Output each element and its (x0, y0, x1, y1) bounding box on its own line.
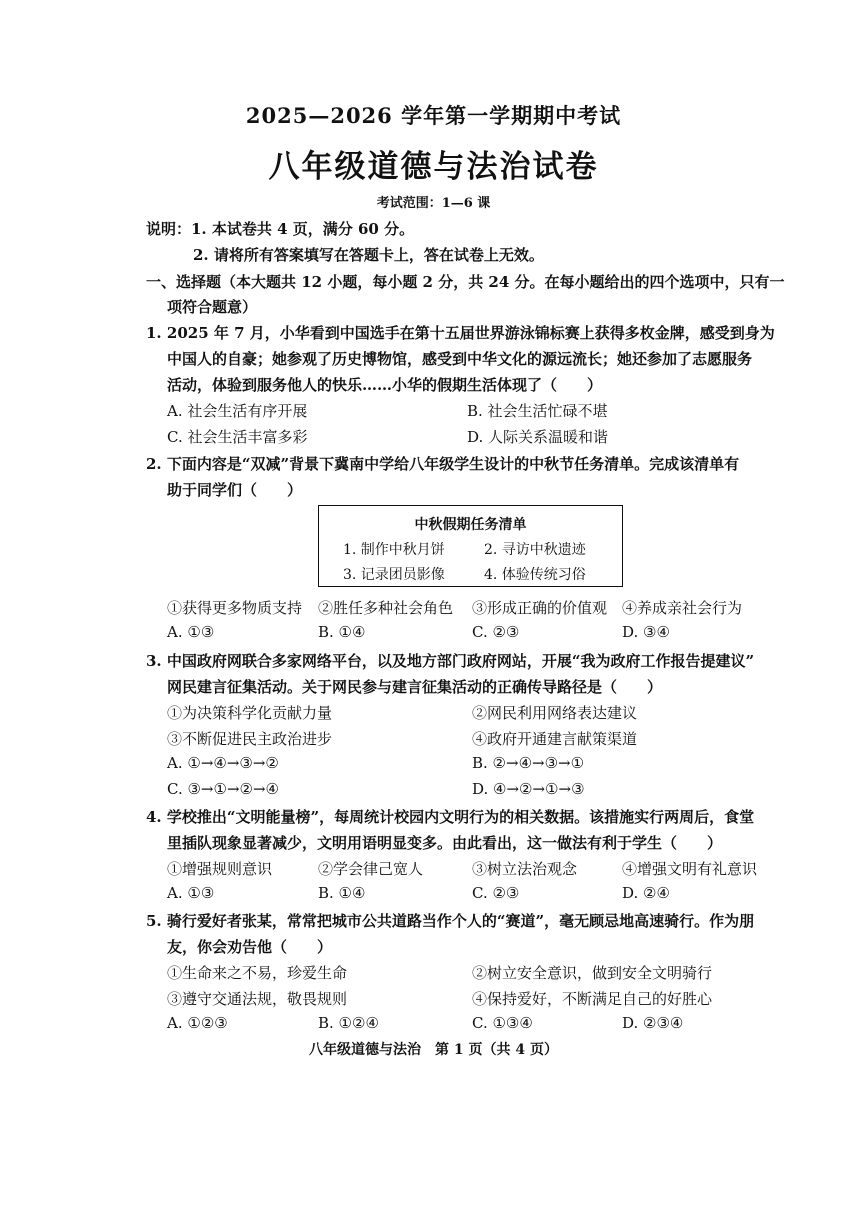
q1-stem-line-3: 活动，体验到服务他人的快乐……小华的假期生活体现了（ ） (167, 376, 603, 394)
q4-stem-line-2: 里插队现象显著减少，文明用语明显变多。由此看出，这一做法有利于学生（ ） (167, 834, 723, 852)
q5-option-b: B. ①②④ (318, 1014, 379, 1032)
task-list-title: 中秋假期任务清单 (414, 517, 527, 533)
q2-item-4: ④养成亲社会行为 (622, 599, 743, 617)
instruction-line-1: 说明：1. 本试卷共 4 页，满分 60 分。 (146, 220, 415, 238)
q4-item-1: ①增强规则意识 (167, 860, 273, 878)
q5-item-1: ①生命来之不易，珍爱生命 (167, 964, 348, 982)
q5-option-a: A. ①②③ (167, 1014, 228, 1032)
q2-item-2: ②胜任多种社会角色 (318, 599, 454, 617)
q5-option-d: D. ②③④ (622, 1014, 684, 1032)
q4-option-a: A. ①③ (167, 884, 215, 902)
page-footer: 八年级道德与法治 第 1 页（共 4 页） (309, 1042, 558, 1058)
section-heading: 一、选择题（本大题共 12 小题，每小题 2 分，共 24 分。在每小题给出的四个选项中，只有一 (146, 273, 785, 291)
q1-option-b: B. 社会生活忙碌不堪 (467, 402, 608, 420)
q3-option-d: D. ④→②→①→③ (472, 780, 585, 798)
q2-option-d: D. ③④ (622, 623, 670, 641)
task-item-4: 4. 体验传统习俗 (484, 567, 586, 583)
q4-item-4: ④增强文明有礼意识 (622, 860, 758, 878)
q3-option-a: A. ①→④→③→② (167, 754, 279, 772)
q3-item-3: ③不断促进民主政治进步 (167, 730, 333, 748)
section-heading-cont: 项符合题意） (167, 298, 258, 316)
q2-option-c: C. ②③ (472, 623, 520, 641)
q4-item-2: ②学会律己宽人 (318, 860, 424, 878)
q1-stem-line-2: 中国人的自豪；她参观了历史博物馆，感受到中华文化的源远流长；她还参加了志愿服务 (167, 350, 753, 368)
q5-stem-line-1: 5. 骑行爱好者张某，常常把城市公共道路当作个人的“赛道”，毫无顾忌地高速骑行。作为朋 (146, 912, 755, 930)
q4-option-b: B. ①④ (318, 884, 366, 902)
task-item-3: 3. 记录团员影像 (343, 567, 445, 583)
exam-scope: 考试范围：1—6 课 (376, 196, 491, 211)
q2-stem-line-1: 2. 下面内容是“双减”背景下冀南中学给八年级学生设计的中秋节任务清单。完成该清单有 (146, 455, 740, 473)
q3-item-2: ②网民利用网络表达建议 (472, 704, 638, 722)
q2-item-3: ③形成正确的价值观 (472, 599, 608, 617)
q2-option-a: A. ①③ (167, 623, 215, 641)
q3-option-c: C. ③→①→②→④ (167, 780, 279, 798)
task-item-2: 2. 寻访中秋遗迹 (484, 542, 586, 558)
q4-item-3: ③树立法治观念 (472, 860, 578, 878)
task-item-1: 1. 制作中秋月饼 (343, 542, 445, 558)
q4-option-d: D. ②④ (622, 884, 670, 902)
q2-stem-line-2: 助于同学们（ ） (167, 481, 303, 499)
q3-item-1: ①为决策科学化贡献力量 (167, 704, 333, 722)
q5-option-c: C. ①③④ (472, 1014, 533, 1032)
q5-item-3: ③遵守交通法规，敬畏规则 (167, 990, 348, 1008)
q5-item-2: ②树立安全意识，做到安全文明骑行 (472, 964, 713, 982)
q1-option-d: D. 人际关系温暖和谐 (467, 428, 609, 446)
instruction-line-2: 2. 请将所有答案填写在答题卡上，答在试卷上无效。 (193, 246, 544, 264)
q3-item-4: ④政府开通建言献策渠道 (472, 730, 638, 748)
q4-option-c: C. ②③ (472, 884, 520, 902)
q1-stem-line-1: 1. 2025 年 7 月，小华看到中国选手在第十五届世界游泳锦标赛上获得多枚金牌，感受到身为 (146, 324, 775, 342)
q1-option-a: A. 社会生活有序开展 (167, 402, 308, 420)
paper-title: 八年级道德与法治试卷 (268, 149, 599, 185)
q1-option-c: C. 社会生活丰富多彩 (167, 428, 308, 446)
q4-stem-line-1: 4. 学校推出“文明能量榜”，每周统计校园内文明行为的相关数据。该措施实行两周后，食堂 (146, 808, 755, 826)
q3-stem-line-2: 网民建言征集活动。关于网民参与建言征集活动的正确传导路径是（ ） (167, 678, 663, 696)
q5-stem-line-2: 友，你会劝告他（ ） (167, 938, 333, 956)
task-list-box (318, 505, 623, 587)
q3-stem-line-1: 3. 中国政府网联合多家网络平台，以及地方部门政府网站，开展“我为政府工作报告提建议” (146, 652, 755, 670)
q5-item-4: ④保持爱好，不断满足自己的好胜心 (472, 990, 713, 1008)
q3-option-b: B. ②→④→③→① (472, 754, 585, 772)
q2-item-1: ①获得更多物质支持 (167, 599, 303, 617)
q2-option-b: B. ①④ (318, 623, 366, 641)
exam-title: 2025—2026 学年第一学期期中考试 (245, 103, 622, 128)
